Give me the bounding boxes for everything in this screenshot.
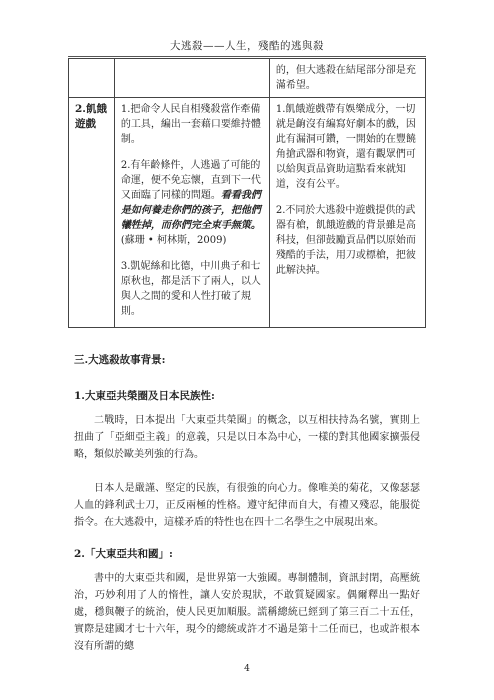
section-title: 三.大逃殺故事背景: [74, 354, 166, 366]
paragraph-2: 日本人是嚴謹、堅定的民族，有很強的向心力。像唯美的菊花，又像瑟瑟人血的鋒利武士刀，正反兩極的性格。遵守紀律而自大，有禮又殘忍，能服從指令。在大逃殺中，這樣矛盾的特性也在四十二名學生之中展現出來。 [74, 483, 420, 528]
table-cell-topic: 2.飢餓遊戲 [69, 98, 115, 328]
subsection-title-1: 1.大東亞共榮圈及日本民族性: [74, 390, 215, 402]
table-cell-differences [269, 98, 425, 328]
table-row-continuation [69, 59, 426, 98]
page-number: 4 [244, 664, 250, 674]
header-rule [68, 56, 426, 57]
table-cell-empty [114, 59, 269, 98]
similarity-item-3: 3.凱妮絲和比德，中川典子和七原秋也，都是活下了兩人，以人與人之間的愛和人性打破了規則。 [120, 261, 261, 317]
difference-item-1: 1.飢餓遊戲帶有娛樂成分，一切就是齣沒有編寫好劇本的戲，因此有漏洞可鑽，一開始的在豐饒角搶武器和物資，還有觀眾們可以給與貢品資助這點看來就知道，沒有公平。 [275, 104, 416, 190]
subsection-title-2: 2.「大東亞共和國」: [74, 548, 173, 560]
similarity-item-1: 1.把命令人民自相殘殺當作牽備的工具，編出一套藉口要維持體制。 [120, 104, 261, 145]
quote-citation: (蘇珊 • 柯林斯，2009) [120, 235, 227, 246]
paragraph-3: 書中的大東亞共和國，是世界第一大強國。專制體制，資訊封閉，高壓統治，巧妙利用了人的惰性，讓人安於現狀，不敢質疑國家。偶爾釋出一點好處，穩與鞭子的統治，使人民更加順服。謊稱總統已經到了第三百二十五任，實際是建國才七十六年，現今的總統或許才不過是第十二任而已，也或許根本沒有所謂的總 [74, 573, 420, 652]
difference-item-2: 2.不同於大逃殺中遊戲提供的武器有槍，飢餓遊戲的背景雖是高科技，但卻鼓勵貢品們以原始而殘酷的手法，用刀或標槍，把彼此解決掉。 [275, 205, 416, 276]
quote-emphasis: 看看我們是如何養走你們的孩子，把他們犧牲掉，而你們完全束手無策。 [120, 190, 261, 231]
similarity-item-2 [121, 158, 263, 248]
table-row-hunger-games [69, 98, 426, 328]
table-cell-similarities [114, 98, 269, 328]
table-cell-continuation: 的，但大逃殺在結尾部分卻是充滿希望。 [269, 59, 425, 98]
table-cell-empty [69, 59, 115, 98]
paragraph-1: 二戰時，日本提出「大東亞共榮圈」的概念，以互相扶持為名號，實則上扭曲了「亞細亞主義」的意義，只是以日本為中心，一樣的對其他國家擴張侵略，類似於歐美列強的行為。 [74, 415, 420, 460]
comparison-table [68, 58, 426, 328]
similarity-item-2-text: 2.有年齡條件，人逃過了可能的命運，便不免忘懷，直到下一代又面臨了同樣的問題。 [120, 160, 261, 201]
page-header: 大逃殺——人生，殘酷的逃與殺 [170, 40, 324, 52]
